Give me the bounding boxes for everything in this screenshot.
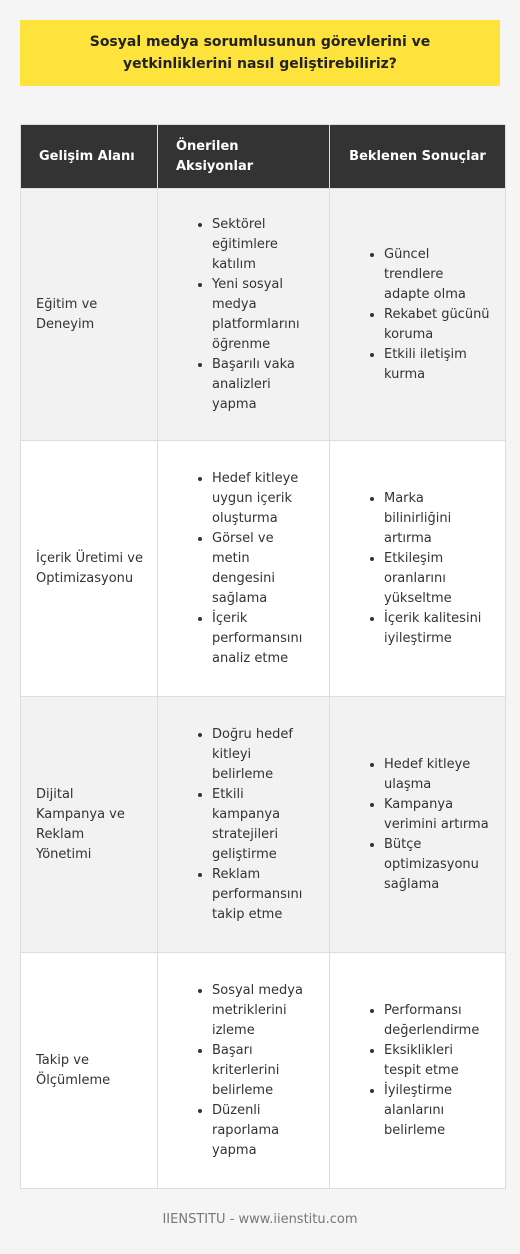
row-results — [330, 441, 506, 697]
table-row — [21, 697, 506, 953]
footer-credit: IIENSTITU - www.iienstitu.com — [162, 1212, 358, 1227]
list-item: • Düzenli raporlama yapma — [212, 1101, 315, 1161]
list-item: • Reklam performansını takip etme — [212, 865, 315, 925]
row-area: İçerik Üretimi ve Optimizasyonu — [21, 441, 158, 697]
header-suggested-actions: Önerilen Aksiyonlar — [158, 125, 330, 189]
list-item: • Hedef kitleye uygun içerik oluşturma — [212, 469, 315, 529]
row-actions — [158, 953, 330, 1189]
row-actions — [158, 189, 330, 441]
actions-list — [172, 981, 315, 1161]
row-actions — [158, 441, 330, 697]
list-item: • Sektörel eğitimlere katılım — [212, 215, 315, 275]
page-title-text: Sosyal medya sorumlusunun görevlerini ve yetkinliklerini nasıl geliştirebiliriz? — [89, 34, 431, 72]
results-list — [344, 755, 491, 895]
list-item: • Etkili kampanya stratejileri geliştirme — [212, 785, 315, 865]
results-list — [344, 489, 491, 649]
page-title — [20, 20, 500, 86]
list-item: • Performansı değerlendirme — [384, 1001, 491, 1041]
actions-list — [172, 469, 315, 669]
list-item: • Hedef kitleye ulaşma — [384, 755, 491, 795]
list-item: • Sosyal medya metriklerini izleme — [212, 981, 315, 1041]
row-results — [330, 189, 506, 441]
list-item: • Bütçe optimizasyonu sağlama — [384, 835, 491, 895]
list-item: • İçerik kalitesini iyileştirme — [384, 609, 491, 649]
table-row — [21, 441, 506, 697]
row-results — [330, 953, 506, 1189]
list-item: • Etkileşim oranlarını yükseltme — [384, 549, 491, 609]
list-item: • İçerik performansını analiz etme — [212, 609, 315, 669]
list-item: • Etkili iletişim kurma — [384, 345, 491, 385]
table-row — [21, 189, 506, 441]
development-table — [20, 124, 506, 1189]
table-row — [21, 953, 506, 1189]
list-item: • Marka bilinirliğini artırma — [384, 489, 491, 549]
list-item: • Güncel trendlere adapte olma — [384, 245, 491, 305]
list-item: • Başarı kriterlerini belirleme — [212, 1041, 315, 1101]
list-item: • Görsel ve metin dengesini sağlama — [212, 529, 315, 609]
list-item: • Doğru hedef kitleyi belirleme — [212, 725, 315, 785]
results-list — [344, 1001, 491, 1141]
list-item: • Başarılı vaka analizleri yapma — [212, 355, 315, 415]
row-area: Eğitim ve Deneyim — [21, 189, 158, 441]
list-item: • Kampanya verimini artırma — [384, 795, 491, 835]
results-list — [344, 245, 491, 385]
header-development-area: Gelişim Alanı — [21, 125, 158, 189]
row-area: Takip ve Ölçümleme — [21, 953, 158, 1189]
actions-list — [172, 215, 315, 415]
header-expected-results: Beklenen Sonuçlar — [330, 125, 506, 189]
row-results — [330, 697, 506, 953]
table-header-row — [21, 125, 506, 189]
list-item: • Yeni sosyal medya platformlarını öğrenme — [212, 275, 315, 355]
row-actions — [158, 697, 330, 953]
actions-list — [172, 725, 315, 925]
row-area: Dijital Kampanya ve Reklam Yönetimi — [21, 697, 158, 953]
list-item: • Eksiklikleri tespit etme — [384, 1041, 491, 1081]
list-item: • Rekabet gücünü koruma — [384, 305, 491, 345]
list-item: • İyileştirme alanlarını belirleme — [384, 1081, 491, 1141]
